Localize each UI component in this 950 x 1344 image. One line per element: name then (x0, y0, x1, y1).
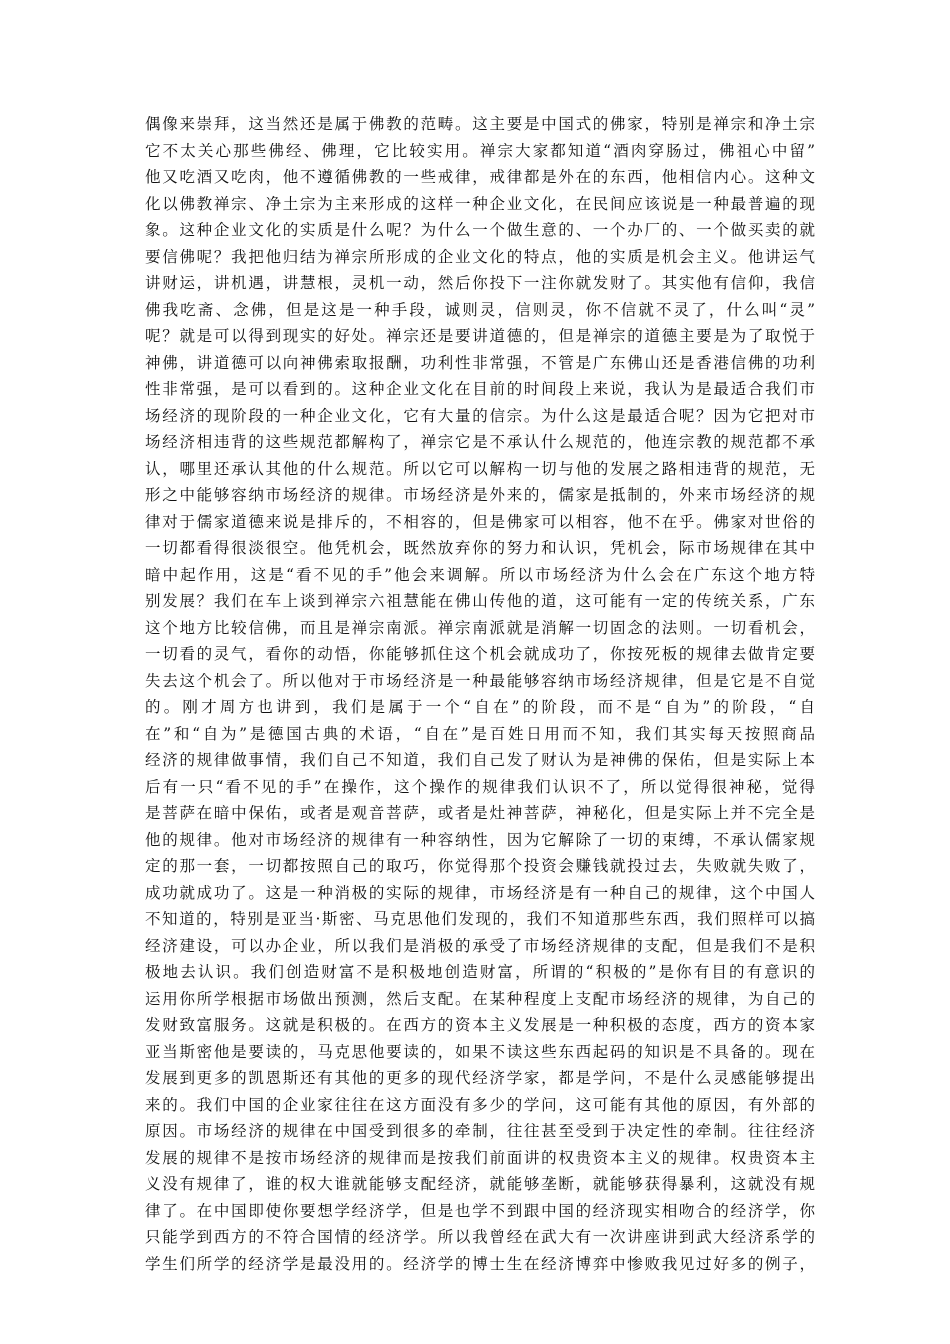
text-line: 是菩萨在暗中保佑，或者是观音菩萨，或者是灶神菩萨，神秘化，但是实际上并不完全是 (145, 804, 815, 822)
text-line: 定的那一套，一切都按照自己的取巧，你觉得那个投资会赚钱就投过去，失败就失败了， (145, 857, 815, 875)
text-line: 在”和“自为”是德国古典的术语，“自在”是百姓日用而不知，我们其实每天按照商品 (145, 724, 815, 743)
text-line: 一切都看得很淡很空。他凭机会，既然放弃你的努力和认识，凭机会，际市场规律在其中 (145, 539, 815, 557)
text-line: 他的规律。他对市场经济的规律有一种容纳性，因为它解除了一切的束缚，不承认儒家规 (145, 830, 815, 849)
text-line: 这个地方比较信佛，而且是禅宗南派。禅宗南派就是消解一切固念的法则。一切看机会， (145, 618, 815, 637)
text-line: 一切看的灵气，看你的动悟，你能够抓住这个机会就成功了，你按死板的规律去做肯定要 (145, 645, 815, 663)
text-line: 失去这个机会了。所以他对于市场经济是一种最能够容纳市场经济规律，但是它是不自觉 (145, 671, 815, 690)
text-line: 律了。在中国即使你要想学经济学，但是也学不到跟中国的经济现实相吻合的经济学，你 (145, 1201, 815, 1220)
text-line: 性非常强，是可以看到的。这种企业文化在目前的时间段上来说，我认为是最适合我们市 (145, 380, 815, 398)
text-line: 发展到更多的凯恩斯还有其他的更多的现代经济学家，都是学问，不是什么灵感能够提出 (145, 1069, 815, 1087)
text-line: 经济建设，可以办企业，所以我们是消极的承受了市场经济规律的支配，但是我们不是积 (145, 936, 815, 955)
text-line: 它不太关心那些佛经、佛理，它比较实用。禅宗大家都知道“酒肉穿肠过，佛祖心中留” (145, 141, 815, 160)
text-line: 原因。市场经济的规律在中国受到很多的牵制，往往甚至受到于决定性的牵制。往往经济 (145, 1122, 815, 1140)
text-line: 讲财运，讲机遇，讲慧根，灵机一动，然后你投下一注你就发财了。其实他有信仰，我信 (145, 274, 815, 292)
text-line: 后有一只“看不见的手”在操作，这个操作的规律我们认识不了，所以觉得很神秘，觉得 (145, 777, 815, 796)
text-line: 佛我吃斋、念佛，但是这是一种手段，诚则灵，信则灵，你不信就不灵了，什么叫“灵” (145, 300, 815, 319)
text-line: 象。这种企业文化的实质是什么呢？为什么一个做生意的、一个办厂的、一个做买卖的就 (145, 221, 815, 239)
text-line: 要信佛呢？我把他归结为禅宗所形成的企业文化的特点，他的实质是机会主义。他讲运气 (145, 247, 815, 266)
text-line: 场经济的现阶段的一种企业文化，它有大量的信宗。为什么这是最适合呢？因为它把对市 (145, 406, 815, 425)
text-line: 经济的规律做事情，我们自己不知道，我们自己发了财认为是神佛的保佑，但是实际上本 (145, 751, 815, 769)
text-line: 神佛，讲道德可以向神佛索取报酬，功利性非常强，不管是广东佛山还是香港信佛的功利 (145, 353, 815, 372)
body-text (145, 111, 815, 1277)
text-line: 的。刚才周方也讲到，我们是属于一个“自在”的阶段，而不是“自为”的阶段，“自 (145, 698, 815, 716)
text-line: 发展的规律不是按市场经济的规律而是按我们前面讲的权贵资本主义的规律。权贵资本主 (145, 1148, 815, 1167)
text-line: 亚当斯密他是要读的，马克思他要读的，如果不读这些东西起码的知识是不具备的。现在 (145, 1042, 815, 1061)
text-line: 形之中能够容纳市场经济的规律。市场经济是外来的，儒家是抵制的，外来市场经济的规 (145, 486, 815, 504)
text-line: 律对于儒家道德来说是排斥的，不相容的，但是佛家可以相容，他不在乎。佛家对世俗的 (145, 512, 815, 531)
text-line: 他又吃酒又吃肉，他不遵循佛教的一些戒律，戒律都是外在的东西，他相信内心。这种文 (145, 168, 815, 186)
text-line: 呢？就是可以得到现实的好处。禅宗还是要讲道德的，但是禅宗的道德主要是为了取悦于 (145, 327, 815, 345)
text-line: 不知道的，特别是亚当·斯密、马克思他们发现的，我们不知道那些东西，我们照样可以搞 (145, 910, 815, 928)
text-line: 偶像来崇拜，这当然还是属于佛教的范畴。这主要是中国式的佛家，特别是禅宗和净土宗 (145, 115, 815, 133)
text-line: 只能学到西方的不符合国情的经济学。所以我曾经在武大有一次讲座讲到武大经济系学的 (145, 1228, 815, 1246)
text-line: 认，哪里还承认其他的什么规范。所以它可以解构一切与他的发展之路相违背的规范，无 (145, 459, 815, 478)
text-line: 来的。我们中国的企业家往往在这方面没有多少的学问，这可能有其他的原因，有外部的 (145, 1095, 815, 1114)
text-line: 学生们所学的经济学是最没用的。经济学的博士生在经济博弈中惨败我见过好多的例子， (145, 1254, 815, 1273)
text-line: 运用你所学根据市场做出预测，然后支配。在某种程度上支配市场经济的规律，为自己的 (145, 989, 815, 1008)
text-line: 发财致富服务。这就是积极的。在西方的资本主义发展是一种积极的态度，西方的资本家 (145, 1016, 815, 1034)
text-line: 场经济相违背的这些规范都解构了，禅宗它是不承认什么规范的，他连宗教的规范都不承 (145, 433, 815, 451)
text-line: 暗中起作用，这是“看不见的手”他会来调解。所以市场经济为什么会在广东这个地方特 (145, 565, 815, 584)
text-line: 化以佛教禅宗、净土宗为主来形成的这样一种企业文化，在民间应该说是一种最普遍的现 (145, 194, 815, 213)
text-line: 成功就成功了。这是一种消极的实际的规律，市场经济是有一种自己的规律，这个中国人 (145, 883, 815, 902)
text-line: 义没有规律了，谁的权大谁就能够支配经济，就能够垄断，就能够获得暴利，这就没有规 (145, 1175, 815, 1193)
text-line: 极地去认识。我们创造财富不是积极地创造财富，所谓的“积极的”是你有目的有意识的 (145, 963, 815, 981)
text-line: 别发展？我们在车上谈到禅宗六祖慧能在佛山传他的道，这可能有一定的传统关系，广东 (145, 592, 815, 610)
